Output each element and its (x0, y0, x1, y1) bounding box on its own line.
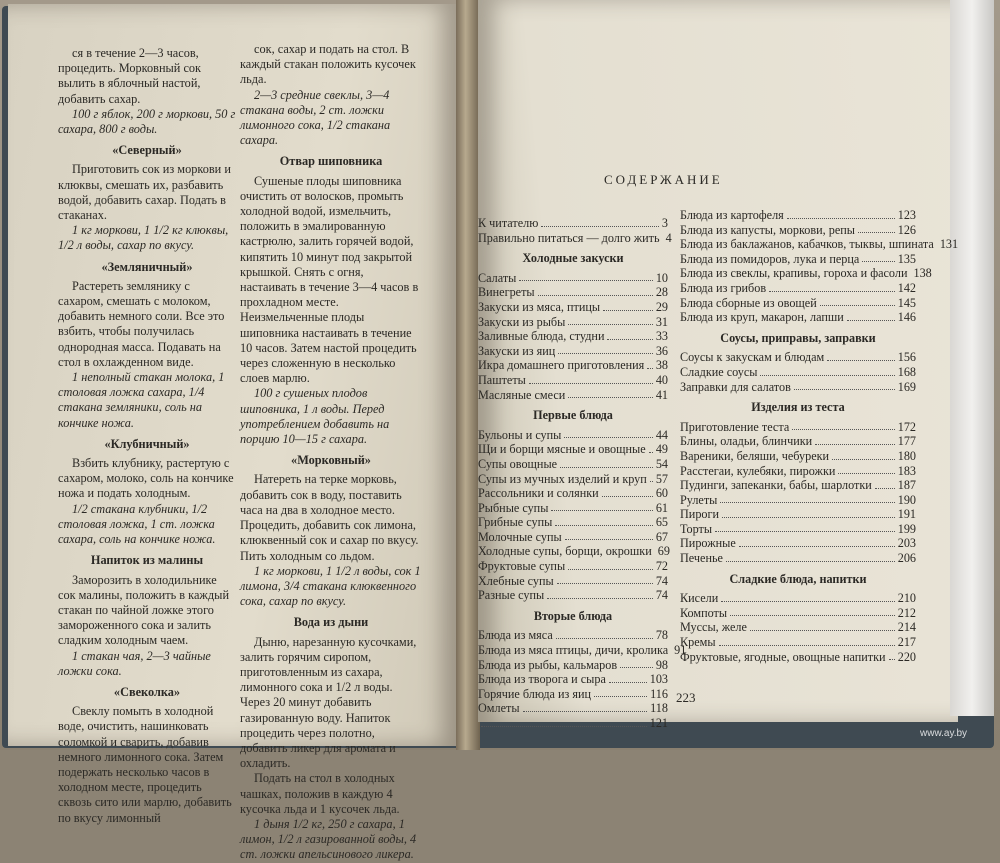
toc-entry-page: 72 (655, 559, 668, 574)
toc-dot-leader (609, 672, 647, 683)
toc-entry-title: Муссы, желе (680, 620, 747, 635)
toc-entry (680, 420, 916, 435)
toc-dot-leader (541, 216, 659, 227)
toc-dot-leader (815, 434, 895, 445)
toc-entry-page: 168 (897, 364, 916, 379)
toc-entry (478, 588, 668, 603)
toc-dot-leader (568, 315, 653, 326)
toc-entry-page: 180 (897, 448, 916, 463)
toc-entry-title: Супы овощные (478, 456, 558, 471)
toc-entry-title: Вареники, беляши, чебуреки (680, 448, 830, 463)
left-page (8, 4, 460, 862)
toc-entry-title: Блюда из картофеля (680, 208, 784, 222)
toc-entry-page: 214 (897, 620, 916, 635)
toc-entry (478, 544, 668, 559)
toc-dot-leader (560, 457, 653, 468)
toc-entry-title: Холодные супы, борщи, окрошки (478, 544, 652, 559)
toc-entry-title: Заливные блюда, студни (478, 329, 605, 344)
ingredients-text: 2—3 средние свеклы, 3—4 стакана воды, 2 ст. ложки лимонного сока, 1/2 стакана сахара. (240, 87, 391, 148)
page-number: 223 (676, 690, 696, 705)
toc-section-heading: Первые блюда (533, 408, 613, 423)
toc-section-heading: Холодные закуски (522, 251, 624, 266)
recipe-paragraph: Натереть на терке морковь, добавить сок в воду, поставить часа на два в холодное место. Процедить, добавить сок лимона, клюквенный сок и сахар по вкусу. Пить холодным со льдом. (240, 472, 419, 563)
toc-dot-leader (820, 296, 895, 307)
recipe-heading: Отвар шиповника (279, 154, 383, 169)
recipe-paragraph: Сушеные плоды шиповника очистить от волосков, промыть холодной водой, измельчить, положить в эмалированную кастрюлю, залить горячей водой, кипятить 10 минут под закрытой крышкой. Снять с огня, настаивать в течение 3—4 часов в прохладном месте. Неизмельченные плоды шиповника настаивать в течение 10 часов. Затем настой процедить через сложенную в несколько слоев марлю. (240, 173, 419, 386)
toc-entry-page: 116 (650, 686, 668, 701)
toc-entry (680, 310, 916, 325)
toc-entry-title: Грибные супы (478, 515, 553, 530)
toc-entry-page: 31 (655, 314, 668, 329)
toc-entry-page: 33 (655, 329, 668, 344)
book-gutter (456, 0, 480, 750)
recipe-paragraph: Заморозить в холодильнике сок малины, положить в каждый стакан по чайной ложке этого замороженного сока и залить сладким холодным чаем. (58, 572, 230, 648)
toc-entry-title: Супы из мучных изделий и круп (478, 471, 647, 486)
toc-entry-page: 220 (897, 649, 916, 664)
toc-entry-title: Блюда из круп, макарон, лапши (680, 310, 844, 325)
toc-entry-page: 3 (661, 216, 668, 230)
toc-entry-page: 41 (655, 387, 668, 402)
toc-dot-leader (565, 530, 653, 541)
ingredients-text: 1 неполный стакан молока, 1 столовая ложка сахара, 1/4 стакана земляники, соль на кончике ножа. (58, 370, 225, 430)
toc-dot-leader (568, 559, 653, 570)
toc-entry (478, 658, 668, 673)
toc-dot-leader (555, 515, 652, 526)
toc-entry-page: 91 (674, 643, 687, 658)
toc-entry (478, 628, 668, 643)
toc-entry-page: 212 (897, 605, 916, 620)
toc-entry-title: Блюда из мяса (478, 628, 553, 643)
toc-entry (680, 464, 916, 479)
toc-entry-title: Блюда из свеклы, крапивы, гороха и фасоли (680, 266, 908, 281)
toc-entry-page: 169 (897, 379, 916, 394)
toc-dot-leader (620, 658, 653, 669)
toc-entry-title: Рассольники и солянки (478, 486, 599, 501)
toc-entry-title: Пудинги, запеканки, бабы, шарлотки (680, 478, 872, 493)
toc-entry-page: 156 (897, 350, 916, 365)
toc-entry (478, 530, 668, 545)
toc-entry (680, 223, 916, 238)
toc-entry (478, 472, 668, 487)
toc-dot-leader (730, 606, 895, 617)
recipe-heading: «Свеколка» (113, 684, 181, 699)
toc-dot-leader (647, 358, 653, 369)
toc-entry (680, 536, 916, 551)
toc-dot-leader (889, 650, 895, 661)
toc-entry-title: Бульоны и супы (478, 427, 562, 442)
toc-entry (680, 635, 916, 650)
toc-entry-page: 131 (939, 237, 959, 252)
toc-dot-leader (858, 223, 895, 234)
toc-dot-leader (519, 271, 652, 282)
watermark-text: www.ay.by (920, 728, 968, 739)
toc-entry-page: 29 (655, 299, 668, 314)
toc-entry-page: 145 (897, 295, 916, 310)
toc-entry-page: 217 (897, 635, 916, 650)
toc-entry-title: Щи и борщи мясные и овощные (478, 442, 646, 457)
toc-entry (680, 591, 916, 606)
toc-dot-leader (649, 442, 653, 453)
toc-dot-leader (523, 701, 648, 712)
left-page-column-2 (240, 42, 422, 863)
toc-dot-leader (875, 478, 895, 489)
toc-dot-leader (547, 588, 653, 599)
toc-entry-title: Молочные супы (478, 529, 562, 544)
toc-entry (478, 515, 668, 530)
toc-dot-leader (838, 464, 894, 475)
toc-entry-page: 126 (897, 222, 916, 237)
toc-entry (478, 230, 672, 246)
toc-dot-leader (722, 507, 895, 518)
toc-entry-page: 118 (650, 701, 668, 716)
toc-dot-leader (556, 628, 653, 639)
toc-entry-page: 74 (655, 573, 668, 588)
toc-dot-leader (594, 687, 647, 698)
toc-entry-page: 44 (655, 427, 668, 442)
toc-entry (680, 551, 916, 566)
ingredients-text: 1 кг моркови, 1 1/2 кг клюквы, 1/2 л воды, сахар по вкусу. (58, 223, 229, 253)
toc-entry (478, 701, 668, 716)
toc-entry (680, 650, 916, 665)
toc-entry-title: Винегреты (478, 285, 535, 300)
toc-entry (680, 522, 916, 537)
toc-entry-page: 4 (665, 230, 672, 245)
toc-entry (680, 493, 916, 508)
toc-entry-title: Масляные смеси (478, 387, 566, 402)
toc-dot-leader (715, 522, 895, 533)
toc-entry (478, 559, 668, 574)
toc-entry-title: Разные супы (478, 588, 545, 603)
toc-entry-title: Заправки для салатов (680, 379, 791, 394)
toc-entry (478, 315, 668, 330)
toc-section-heading: Соусы, приправы, заправки (720, 330, 876, 345)
toc-entry (680, 434, 916, 449)
toc-entry-title: Торты (680, 521, 713, 536)
toc-entry (478, 501, 668, 516)
toc-entry-title: Блюда из грибов (680, 280, 767, 295)
toc-entry (680, 266, 932, 281)
toc-entry-title: Паштеты (478, 372, 526, 387)
toc-dot-leader (529, 373, 653, 384)
toc-dot-leader (568, 388, 653, 399)
toc-entry-title: Закуски из мяса, птицы (478, 299, 601, 314)
toc-entry (478, 672, 668, 687)
toc-entry (680, 507, 916, 522)
toc-dot-leader (650, 472, 653, 483)
toc-dot-leader (721, 591, 894, 602)
recipe-heading: Напиток из малины (90, 553, 204, 568)
toc-dot-leader (739, 536, 895, 547)
toc-dot-leader (564, 428, 652, 439)
toc-entry (478, 216, 668, 231)
toc-entry-title: Печенье (680, 551, 723, 566)
toc-dot-leader (769, 281, 895, 292)
toc-dot-leader (607, 329, 652, 340)
toc-entry-title: Блюда из рыбы, кальмаров (478, 657, 618, 672)
toc-dot-leader (538, 285, 653, 296)
toc-entry-title: Сладкие соусы (680, 364, 758, 379)
toc-entry-title: Компоты (680, 605, 728, 620)
toc-entry-page: 74 (655, 588, 668, 603)
toc-dot-leader (719, 635, 895, 646)
recipe-paragraph: Приготовить сок из моркови и клюквы, смешать их, разбавить водой, добавить сахар. Подать в стаканах. (58, 162, 231, 223)
toc-entry-page: 187 (897, 478, 916, 493)
toc-entry-page: 103 (649, 672, 668, 687)
ingredients-text: 1/2 стакана клубники, 1/2 столовая ложка, 1 ст. ложка сахара, соль на кончике ножа. (58, 501, 216, 547)
toc-entry (478, 687, 668, 702)
toc-entry-page: 210 (897, 591, 916, 606)
toc-entry (680, 620, 916, 635)
toc-entry (680, 252, 916, 267)
toc-dot-leader (481, 716, 647, 727)
toc-dot-leader (602, 486, 653, 497)
recipe-paragraph: Свеклу помыть в холодной воде, очистить, нашинковать соломкой и сварить, добавив немного лимонного сока. Затем подержать несколько часов в холодном месте, процедить сквозь сито или марлю, добавить по вкусу лимонный (58, 704, 232, 825)
toc-title: СОДЕРЖАНИЕ (604, 172, 723, 187)
toc-dot-leader (726, 551, 895, 562)
toc-entry-title: Правильно питаться — долго жить (478, 230, 660, 245)
toc-entry-title: Рыбные супы (478, 500, 549, 515)
recipe-paragraph: Растереть землянику с сахаром, смешать с молоком, добавить немного соли. Все это взбить, чтобы получилась однородная масса. Подавать на стол в охлажденном виде. (58, 278, 225, 369)
toc-entry-title: Блюда из мяса птицы, дичи, кролика (478, 643, 669, 658)
toc-entry (680, 606, 916, 621)
toc-entry-title: Фруктовые супы (478, 559, 566, 574)
toc-entry-page: 177 (897, 434, 916, 449)
toc-column-2 (680, 208, 959, 664)
toc-dot-leader (794, 380, 895, 391)
toc-entry-page: 199 (897, 521, 916, 536)
toc-entry-page: 36 (655, 343, 668, 358)
recipe-heading: «Северный» (112, 143, 182, 158)
toc-entry-title: Соусы к закускам и блюдам (680, 350, 825, 365)
toc-entry-title: Кисели (680, 591, 719, 606)
toc-entry-page: 28 (655, 285, 668, 300)
toc-dot-leader (792, 420, 894, 431)
toc-entry-page: 57 (655, 471, 668, 486)
toc-entry-page: 121 (649, 716, 668, 730)
toc-entry-title: Закуски из рыбы (478, 314, 566, 329)
ingredients-text: 1 кг моркови, 1 1/2 л воды, сок 1 лимона, 3/4 стакана клюквенного сока, сахар по вкусу. (240, 563, 421, 609)
toc-entry-title: Расстегаи, кулебяки, пирожки (680, 463, 836, 478)
toc-entry-page: 138 (913, 266, 932, 281)
toc-entry (478, 643, 687, 658)
toc-entry (478, 329, 668, 344)
toc-entry-page: 98 (655, 657, 668, 672)
toc-entry (478, 428, 668, 443)
ingredients-text: 100 г сушеных плодов шиповника, 1 л воды. Перед употреблением добавить на порцию 10—15 г сахара. (240, 386, 390, 447)
recipe-paragraph: ся в течение 2—3 часов, процедить. Морковный сок вылить в яблочный настой, добавить сахар. (58, 46, 202, 106)
toc-entry (680, 281, 916, 296)
toc-section-heading: Изделия из теста (751, 400, 845, 415)
toc-entry-page: 69 (657, 544, 670, 559)
toc-entry-page: 61 (655, 500, 668, 515)
toc-entry (680, 380, 916, 395)
toc-dot-leader (832, 449, 895, 460)
toc-entry (478, 716, 668, 731)
toc-entry-title: Блюда из баклажанов, кабачков, тыквы, шпината (680, 237, 934, 252)
toc-dot-leader (862, 252, 894, 263)
toc-entry-page: 54 (655, 456, 668, 471)
toc-entry-title: Приготовление теста (680, 419, 790, 434)
toc-entry (478, 271, 668, 286)
toc-entry (680, 208, 916, 223)
toc-section-heading: Вторые блюда (533, 608, 613, 623)
toc-entry-page: 190 (897, 492, 916, 507)
toc-entry-page: 146 (897, 310, 916, 325)
toc-entry-page: 38 (655, 358, 668, 373)
toc-entry-title: К читателю (478, 216, 539, 230)
toc-entry-page: 142 (897, 280, 916, 295)
toc-entry (478, 358, 668, 373)
toc-entry-page: 40 (655, 372, 668, 387)
ingredients-text: 1 стакан чая, 2—3 чайные ложки сока. (58, 648, 211, 678)
toc-entry-page: 206 (897, 551, 916, 566)
toc-entry-page: 67 (655, 529, 668, 544)
toc-entry-page: 135 (897, 251, 916, 266)
toc-entry-title: Пирожные (680, 536, 736, 551)
toc-entry-title: Блюда сборные из овощей (680, 295, 817, 310)
recipe-heading: «Земляничный» (101, 259, 193, 274)
toc-entry-page: 49 (655, 442, 668, 457)
toc-entry (478, 442, 668, 457)
toc-entry (478, 388, 668, 403)
toc-entry-page: 203 (897, 536, 916, 551)
toc-dot-leader (847, 310, 895, 321)
ingredients-text: 1 дыня 1/2 кг, 250 г сахара, 1 лимон, 1/2 л газированной воды, 4 ст. ложки апельсинового ликера. (240, 816, 417, 862)
recipe-paragraph: Взбить клубнику, растертую с сахаром, молоко, соль на кончике ножа и подать холодным. (58, 456, 234, 501)
toc-entry-title: Блюда из творога и сыра (478, 672, 606, 687)
recipe-paragraph: Дыню, нарезанную кусочками, залить горячим сиропом, приготовленным из сахара, лимонного сока и 1/2 л воды. Через 20 минут добавить газированную воду. Напиток процедить через полотно, добавить ликер для аромата и охладить. (240, 634, 417, 771)
toc-entry-page: 183 (897, 463, 916, 478)
toc-entry-title: Икра домашнего приготовления (478, 358, 645, 373)
toc-dot-leader (558, 344, 653, 355)
toc-dot-leader (551, 501, 652, 512)
toc-dot-leader (557, 574, 653, 585)
toc-entry-page: 10 (655, 270, 668, 285)
toc-entry (680, 365, 916, 380)
recipe-paragraph: сок, сахар и подать на стол. В каждый стакан положить кусочек льда. (240, 42, 416, 87)
toc-entry-title: Кремы (680, 635, 716, 650)
toc-entry (680, 237, 959, 252)
toc-entry (478, 344, 668, 359)
toc-entry (680, 350, 916, 365)
toc-dot-leader (760, 365, 894, 376)
toc-entry (478, 300, 668, 315)
toc-entry-title: Рулеты (680, 492, 718, 507)
toc-entry-title: Блюда из капусты, моркови, репы (680, 222, 855, 237)
toc-entry-page: 65 (655, 515, 668, 530)
recipe-heading: «Клубничный» (104, 436, 190, 451)
toc-dot-leader (603, 300, 653, 311)
toc-entry-title: Салаты (478, 270, 517, 285)
toc-dot-leader (720, 493, 894, 504)
toc-entry-title: Омлеты (478, 701, 520, 716)
toc-entry (478, 486, 668, 501)
toc-entry-page: 78 (655, 628, 668, 643)
recipe-heading: Вода из дыни (293, 615, 369, 630)
toc-entry-page: 60 (655, 486, 668, 501)
toc-entry (478, 373, 668, 388)
recipe-heading: «Морковный» (291, 453, 371, 468)
toc-entry (478, 457, 668, 472)
toc-entry-title: Фруктовые, ягодные, овощные напитки (680, 649, 886, 664)
toc-entry-page: 191 (897, 507, 916, 522)
recipe-paragraph: Подать на стол в холодных чашках, положив в каждую 4 кусочка льда и 1 кусочек льда. (240, 771, 400, 816)
toc-dot-leader (787, 208, 895, 219)
toc-entry (478, 285, 668, 300)
toc-entry-title: Горячие блюда из яиц (478, 686, 592, 701)
toc-entry-page: 123 (897, 208, 916, 222)
toc-entry-title: Пироги (680, 507, 720, 522)
left-page-column-1 (58, 46, 236, 826)
page-stack-edge (950, 0, 994, 716)
ingredients-text: 100 г яблок, 200 г моркови, 50 г сахара, 800 г воды. (58, 106, 236, 137)
toc-dot-leader (827, 350, 895, 361)
toc-entry (680, 449, 916, 464)
toc-section-heading: Сладкие блюда, напитки (729, 571, 867, 586)
toc-entry (680, 478, 916, 493)
toc-entry-title: Блины, оладьи, блинчики (680, 434, 813, 449)
toc-dot-leader (750, 620, 895, 631)
toc-entry-title: Хлебные супы (478, 573, 554, 588)
toc-entry (478, 574, 668, 589)
toc-entry-title: Закуски из яиц (478, 343, 556, 358)
toc-entry-page: 172 (897, 419, 916, 434)
toc-entry-title: Блюда из помидоров, лука и перца (680, 251, 860, 266)
toc-entry (680, 296, 916, 311)
